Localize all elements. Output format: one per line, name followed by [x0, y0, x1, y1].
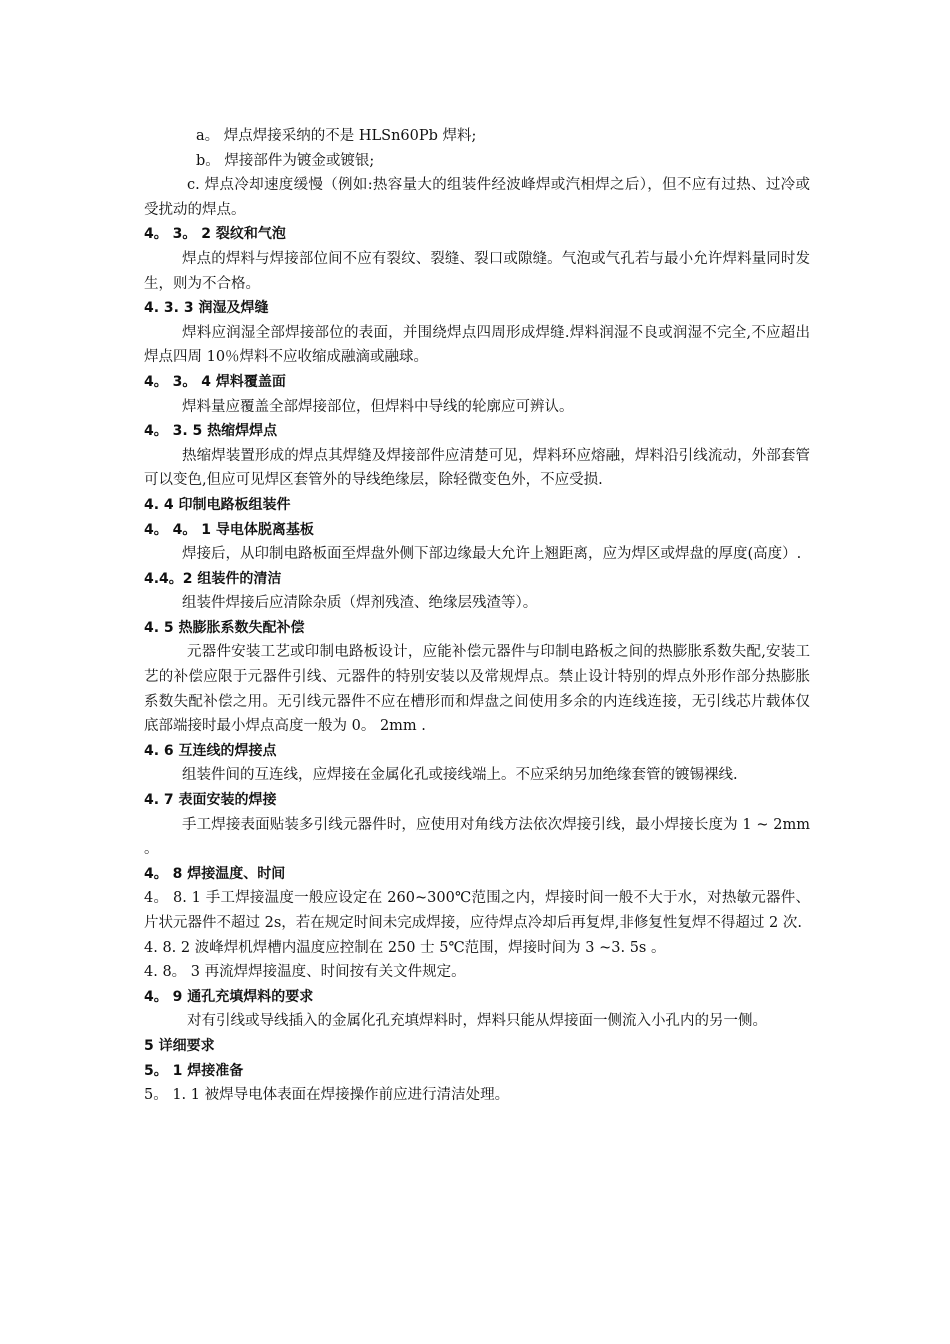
paragraph-4-3-3: 焊料应润湿全部焊接部位的表面，并围绕焊点四周形成焊缝.焊料润湿不良或润湿不完全,不应超出焊点四周 10％焊料不应收缩成融滴或融球。: [144, 324, 810, 366]
paragraph-4-6: 组装件间的互连线，应焊接在金属化孔或接线端上。不应采纳另加绝缘套管的镀锡裸线.: [182, 767, 738, 784]
paragraph-4-7: 手工焊接表面贴装多引线元器件时，应使用对角线方法依次焊接引线，最小焊接长度为 1 ~ 2mm 。: [144, 816, 810, 858]
heading-4-3-3: 4. 3. 3 润湿及焊缝: [144, 300, 269, 317]
paragraph-5-1-1: 5。 1. 1 被焊导电体表面在焊接操作前应进行清洁处理。: [144, 1087, 510, 1104]
heading-4-3-5: 4。 3. 5 热缩焊焊点: [144, 423, 278, 440]
paragraph-4-4-2: 组装件焊接后应清除杂质（焊剂残渣、绝缘层残渣等）。: [182, 595, 538, 612]
paragraph-4-4-1: 焊接后，从印制电路板面至焊盘外侧下部边缘最大允许上翘距离，应为焊区或焊盘的厚度(高度）.: [182, 546, 802, 563]
heading-4-6: 4. 6 互连线的焊接点: [144, 742, 277, 759]
heading-4-9: 4。 9 通孔充填焊料的要求: [144, 988, 314, 1005]
paragraph-4-3-5: 热缩焊装置形成的焊点其焊缝及焊接部件应清楚可见，焊料环应熔融，焊料沿引线流动，外部套管可以变色,但应可见焊区套管外的导线绝缘层，除轻微变色外，不应受损.: [144, 447, 810, 489]
paragraph-4-5: 元器件安装工艺或印制电路板设计，应能补偿元器件与印制电路板之间的热膨胀系数失配,安装工艺的补偿应限于元器件引线、元器件的特别安装以及常规焊点。禁止设计特别的焊点外形作部分热膨胀系数失配补偿之用。无引线元器件不应在槽形而和焊盘之间使用多余的内连线连接，无引线芯片载体仅底部端接时最小焊点高度一般为 0。 2mm .: [144, 644, 810, 735]
paragraph-4-8-3: 4. 8。 3 再流焊焊接温度、时间按有关文件规定。: [144, 964, 466, 981]
heading-4-4: 4. 4 印制电路板组装件: [144, 496, 291, 513]
heading-4-4-2: 4.4。2 组装件的清洁: [144, 570, 282, 587]
list-item-b: b。 焊接部件为镀金或镀银;: [196, 152, 375, 169]
document-body: [144, 124, 810, 1108]
paragraph-4-8-2: 4. 8. 2 波峰焊机焊槽内温度应控制在 250 士 5℃范围，焊接时间为 3 ~3. 5s 。: [144, 939, 666, 956]
paragraph-4-3-4: 焊料量应覆盖全部焊接部位，但焊料中导线的轮廓应可辨认。: [182, 398, 574, 415]
heading-4-8: 4。 8 焊接温度、时间: [144, 865, 286, 882]
paragraph-4-8-1: 4。 8. 1 手工焊接温度一般应设定在 260~300℃范围之内，焊接时间一般不大于水，对热敏元器件、片状元器件不超过 2s，若在规定时间未完成焊接，应待焊点冷却后再复焊,非修复性复焊不得超过 2 次.: [144, 890, 810, 931]
heading-4-3-4: 4。 3。 4 焊料覆盖面: [144, 373, 286, 390]
list-item-a: a。 焊点焊接采纳的不是 HLSn60Pb 焊料;: [196, 128, 477, 144]
heading-5-1: 5。 1 焊接准备: [144, 1062, 244, 1079]
heading-4-7: 4. 7 表面安装的焊接: [144, 792, 277, 809]
list-item-c: c. 焊点冷却速度缓慢（例如:热容量大的组装件经波峰焊或汽相焊之后），但不应有过热、过冷或受扰动的焊点。: [144, 177, 810, 218]
paragraph-4-3-2: 焊点的焊料与焊接部位间不应有裂纹、裂缝、裂口或隙缝。气泡或气孔若与最小允许焊料量同时发生，则为不合格。: [144, 250, 810, 292]
paragraph-4-9: 对有引线或导线插入的金属化孔充填焊料时，焊料只能从焊接面一侧流入小孔内的另一侧。: [187, 1013, 767, 1030]
heading-4-5: 4. 5 热膨胀系数失配补偿: [144, 619, 305, 636]
heading-4-3-2: 4。 3。 2 裂纹和气泡: [144, 226, 286, 243]
heading-4-4-1: 4。 4。 1 导电体脱离基板: [144, 521, 314, 538]
heading-5: 5 详细要求: [144, 1037, 215, 1054]
